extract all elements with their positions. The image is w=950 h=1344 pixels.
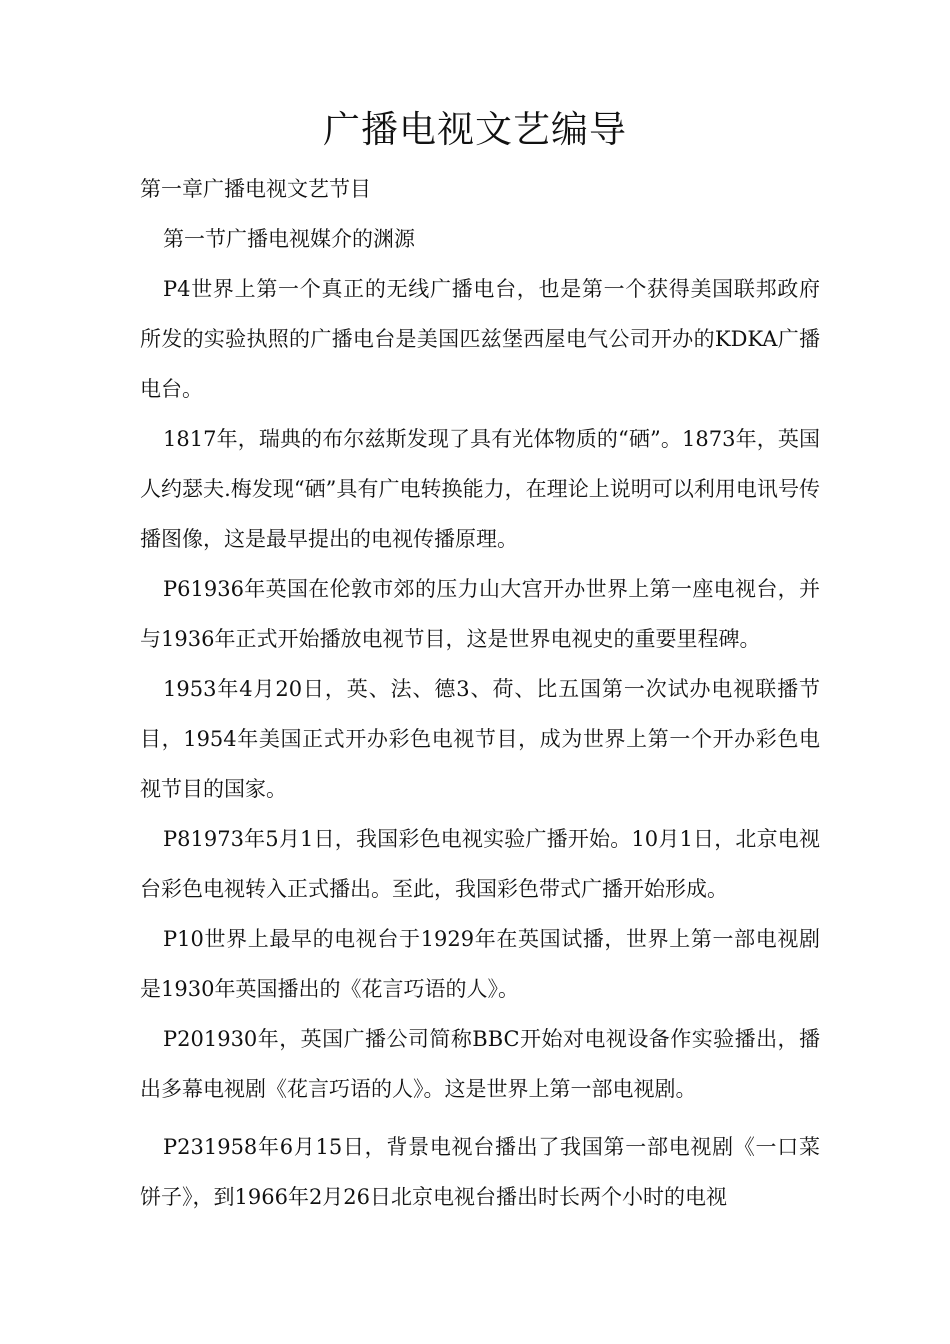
paragraph: P10世界上最早的电视台于1929年在英国试播，世界上第一部电视剧是1930年英国播出的《花言巧语的人》。 — [140, 927, 820, 1001]
document-title: 广播电视文艺编导 — [323, 108, 627, 151]
paragraph: P201930年，英国广播公司简称BBC开始对电视设备作实验播出，播出多幕电视剧《花言巧语的人》。这是世界上第一部电视剧。 — [140, 1027, 820, 1101]
paragraph: P81973年5月1日，我国彩色电视实验广播开始。10月1日，北京电视台彩色电视转入正式播出。至此，我国彩色带式广播开始形成。 — [140, 827, 820, 901]
paragraph: P4世界上第一个真正的无线广播电台，也是第一个获得美国联邦政府所发的实验执照的广播电台是美国匹兹堡西屋电气公司开办的KDKA广播电台。 — [140, 277, 820, 401]
paragraph: P231958年6月15日，背景电视台播出了我国第一部电视剧《一口菜饼子》，到1966年2月26日北京电视台播出时长两个小时的电视 — [140, 1135, 820, 1209]
paragraph: P61936年英国在伦敦市郊的压力山大宫开办世界上第一座电视台，并与1936年正式开始播放电视节目，这是世界电视史的重要里程碑。 — [140, 577, 820, 651]
paragraph: 1953年4月20日，英、法、德3、荷、比五国第一次试办电视联播节目，1954年美国正式开办彩色电视节目，成为世界上第一个开办彩色电视节目的国家。 — [140, 677, 820, 801]
paragraph: 1817年，瑞典的布尔兹斯发现了具有光体物质的“硒”。1873年，英国人约瑟夫.梅发现“硒”具有广电转换能力，在理论上说明可以利用电讯号传播图像，这是最早提出的电视传播原理。 — [140, 427, 820, 551]
chapter-heading: 第一章广播电视文艺节目 — [140, 177, 371, 201]
document-body — [140, 164, 820, 1222]
section-heading: 第一节广播电视媒介的渊源 — [163, 227, 415, 251]
